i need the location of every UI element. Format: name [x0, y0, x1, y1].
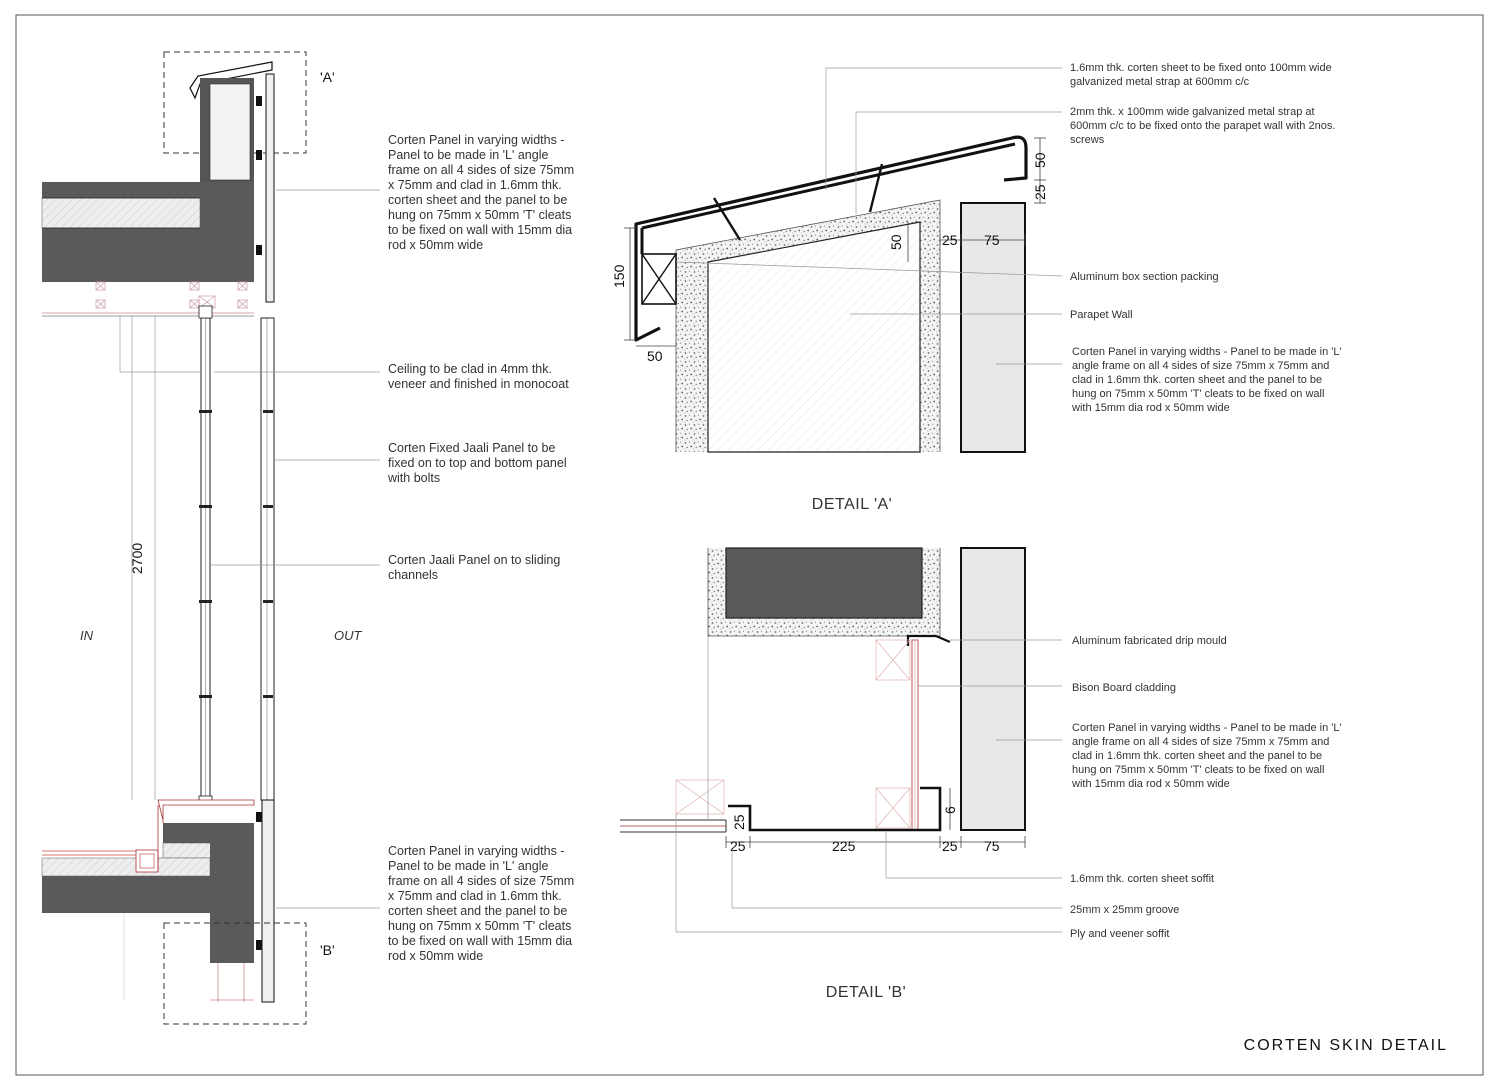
detail-b-note-groove: 25mm x 25mm groove: [1070, 904, 1180, 916]
dim-2700: 2700: [129, 542, 145, 574]
bison-board: [912, 640, 918, 830]
section-ceiling: [42, 282, 254, 316]
dim-a-25-right: 25: [1032, 184, 1048, 200]
detail-b-note-ply: Ply and veener soffit: [1070, 928, 1170, 940]
detail-b-note-bison: Bison Board cladding: [1072, 682, 1176, 694]
section-note-sliding-jaali: Corten Jaali Panel on to sliding channels: [388, 553, 561, 582]
section-note-ceiling: Ceiling to be clad in 4mm thk. veneer and finished in monocoat: [388, 362, 569, 391]
beam: [726, 548, 922, 618]
section-note-panel-bottom: Corten Panel in varying widths - Panel to be made in 'L' angle frame on all 4 sides of size 75mm x 75mm and clad in 1.6mm thk. corten sheet and the panel to be hung on 75mm x 50mm 'T' cleats to be fixed on wall with 15mm dia rod x 50mm wide: [388, 844, 575, 963]
dim-b-225: 225: [832, 838, 856, 854]
label-in: IN: [80, 628, 93, 643]
dim-a-50-left: 50: [647, 348, 663, 364]
section-note-fixed-jaali: Corten Fixed Jaali Panel to be fixed on to top and bottom panel with bolts: [388, 441, 567, 485]
section-floor-slab: [42, 800, 274, 1002]
dim-a-150: 150: [611, 264, 627, 288]
dim-b-25-a: 25: [730, 838, 746, 854]
section-roof-slab: [42, 182, 254, 282]
detail-a-note-strap: 2mm thk. x 100mm wide galvanized metal strap at 600mm c/c to be fixed onto the parapet wall with 2nos. screws: [1070, 106, 1336, 146]
dim-a-75: 75: [984, 232, 1000, 248]
soffit-battens: [676, 640, 910, 828]
section-jaali-panels: [199, 306, 274, 804]
detail-b-title: DETAIL 'B': [825, 984, 907, 1001]
detail-a-note-panel: Corten Panel in varying widths - Panel to be made in 'L' angle frame on all 4 sides of size 75mm x 75mm and clad in 1.6mm thk. corten sheet and the panel to be hung on 75mm x 50mm 'T' cleats to be fixed on wall with 15mm dia rod x 50mm wide: [1072, 346, 1342, 414]
detail-b-note-drip: Aluminum fabricated drip mould: [1072, 635, 1227, 647]
dim-a-50-right: 50: [1032, 152, 1048, 168]
callout-label-a: 'A': [320, 69, 335, 85]
dim-b-6: 6: [942, 806, 958, 814]
wall-section: [42, 52, 578, 1024]
detail-a-note-packing: Aluminum box section packing: [1070, 271, 1219, 283]
dim-b-25-vertical: 25: [731, 814, 747, 830]
dim-a-25-inner: 25: [942, 232, 958, 248]
detail-a: [611, 62, 1345, 513]
section-note-panel-top: Corten Panel in varying widths - Panel to be made in 'L' angle frame on all 4 sides of size 75mm x 75mm and clad in 1.6mm thk. corten sheet and the panel to be hung on 75mm x 50mm 'T' cleats to be fixed on wall with 15mm dia rod x 50mm wide: [388, 133, 575, 252]
dim-a-50-inner: 50: [888, 234, 904, 250]
detail-b-note-soffit-sheet: 1.6mm thk. corten sheet soffit: [1070, 873, 1215, 885]
dim-b-25-b: 25: [942, 838, 958, 854]
detail-a-note-parapet: Parapet Wall: [1070, 309, 1133, 321]
callout-label-b: 'B': [320, 942, 335, 958]
galvanized-strap: [642, 144, 1015, 228]
detail-a-title: DETAIL 'A': [811, 496, 893, 513]
parapet-wall: [708, 222, 920, 452]
corten-soffit-sheet: [728, 788, 940, 830]
label-out: OUT: [334, 628, 362, 643]
sheet-title: CORTEN SKIN DETAIL: [1243, 1037, 1448, 1054]
dim-b-75: 75: [984, 838, 1000, 854]
aluminum-box-packing: [642, 254, 676, 304]
corten-panel-b: [961, 548, 1025, 830]
detail-a-note-sheet: 1.6mm thk. corten sheet to be fixed onto 100mm wide galvanized metal strap at 600mm c/c: [1070, 62, 1332, 88]
detail-b-note-panel: Corten Panel in varying widths - Panel to be made in 'L' angle frame on all 4 sides of size 75mm x 75mm and clad in 1.6mm thk. corten sheet and the panel to be hung on 75mm x 50mm 'T' cleats to be fixed on wall with 15mm dia rod x 50mm wide: [1072, 722, 1342, 790]
ply-veneer-soffit: [620, 820, 726, 832]
detail-b: [620, 548, 1345, 1001]
